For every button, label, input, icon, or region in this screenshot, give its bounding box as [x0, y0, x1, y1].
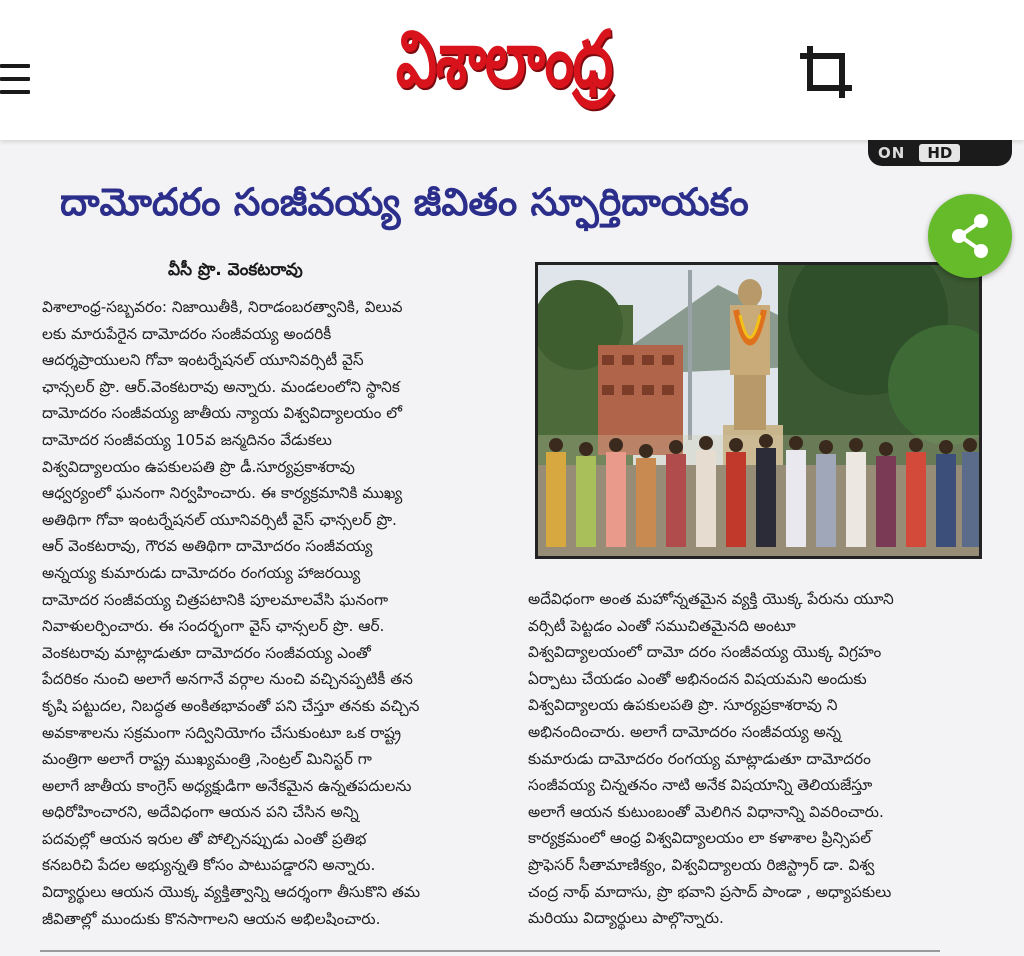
- share-icon: [928, 194, 1012, 278]
- logo-text: విశాలాంధ్ర: [396, 14, 612, 105]
- article-line: విశ్వవిద్యాలయంలో దామో దరం సంజీవయ్య యొక్క విగ్రహం: [528, 643, 882, 662]
- article-line: పేదరికం నుంచి అలాగే అనగానే వర్గాల నుంచి వచ్చినప్పటికీ తన: [42, 670, 413, 689]
- article-photo: [535, 262, 982, 559]
- article-line: ప్రొఫెసర్ సీతామాణిక్యం, విశ్వవిద్యాలయ రిజిస్ట్రార్ డా. విశ్వ: [528, 855, 875, 874]
- article-column-right: [528, 586, 980, 932]
- article-line: ఆధ్వర్యంలో ఘనంగా నిర్వహించారు. ఈ కార్యక్రమానికి ముఖ్య: [42, 484, 403, 503]
- article-line: ఛాన్సలర్ ప్రొ. ఆర్.వెంకటరావు అన్నారు. మండలంలోని స్థానిక: [42, 377, 400, 396]
- article-line: జీవితాల్లో ముందుకు కొనసాగాలని ఆయన అభిలషించారు.: [42, 909, 381, 928]
- article-column-left: [42, 294, 502, 932]
- article-line: అలాగే జాతీయ కాంగ్రెస్ అధ్యక్షుడిగా అనేకమైన ఉన్నతపదులను: [42, 776, 412, 795]
- article-line: మరియు విద్యార్థులు పాల్గొన్నారు.: [528, 909, 724, 928]
- article-line: కనబరిచి పేదల అభ్యున్నతి కోసం పాటుపడ్డారని అన్నారు.: [42, 856, 376, 875]
- article-line: అధిరోహించారని, అదేవిధంగా ఆయన పని చేసిన అన్ని: [42, 803, 359, 822]
- crop-icon[interactable]: [796, 42, 856, 102]
- statue-ceremony-image: [538, 265, 979, 556]
- app-header: [0, 0, 1024, 140]
- article-line: సంజీవయ్య చిన్నతనం నాటి అనేక విషయాన్ని తెలియజేస్తూ: [528, 776, 873, 795]
- article-line: అదేవిధంగా అంత మహోన్నతమైన వ్యక్తి యొక్క పేరును యూని: [528, 590, 894, 608]
- article-line: నివాళులర్పించారు. ఈ సందర్భంగా వైస్ ఛాన్సలర్ ప్రొ. ఆర్.: [42, 617, 385, 636]
- share-button[interactable]: [928, 194, 1012, 278]
- article-line: అలాగే ఆయన కుటుంబంతో మెలిగిన విధానాన్ని వివరించారు.: [528, 802, 884, 821]
- article-line: విశ్వవిద్యాలయ ఉపకులపతి ప్రొ. సూర్యప్రకాశరావు ని: [528, 696, 838, 715]
- article-line: అన్నయ్య కుమారుడు దామోదరం రంగయ్య హాజరయ్యి: [42, 563, 361, 582]
- on-hd-badge: [868, 140, 1012, 166]
- article-line: పదవుల్లో ఆయన ఇరుల తో పోల్చినప్పుడు ఎంతో ప్రతిభ: [42, 829, 367, 848]
- article-line: విశ్వవిద్యాలయం ఉపకులపతి ప్రొ డీ.సూర్యప్రకాశరావు: [42, 457, 355, 476]
- article-line: కార్యక్రమంలో ఆంధ్ర విశ్వవిద్యాలయం లా కళాశాల ప్రిన్సిపల్: [528, 829, 872, 848]
- article-line: వెంకటరావు మాట్లాడుతూ దామోదరం సంజీవయ్య ఎంతో: [42, 643, 371, 662]
- column-divider: [40, 950, 940, 952]
- article-line: లకు మారుపేరైన దామోదరం సంజీవయ్య అందరికీ: [42, 324, 332, 343]
- article-headline: దామోదరం సంజీవయ్య జీవితం స్ఫూర్తిదాయకం: [60, 180, 749, 224]
- article-line: కుమారుడు దామోదరం రంగయ్య మాట్లాడుతూ దామోదరం: [528, 749, 871, 768]
- hamburger-menu-icon[interactable]: [0, 60, 32, 98]
- article-line: దామోదరం సంజీవయ్య జాతీయ న్యాయ విశ్వవిద్యాలయం లో: [42, 404, 402, 423]
- article-line: అభినందించారు. అలాగే దామోదరం సంజీవయ్య అన్న: [528, 722, 842, 741]
- article-line: కృషి పట్టుదల, నిబద్ధత అంకితభావంతో పని చేస్తూ తనకు వచ్చిన: [42, 696, 420, 715]
- article-line: అవకాశాలను సక్రమంగా సద్వినియోగం చేసుకుంటూ ఒక రాష్ట్ర: [42, 723, 402, 742]
- article-line: మంత్రిగా అలాగే రాష్ట్ర ముఖ్యమంత్రి ,సెంట్రల్ మినిస్టర్ గా: [42, 750, 372, 769]
- article-line: ఆదర్శప్రాయులని గోవా ఇంటర్నేషనల్ యూనివర్సిటీ వైస్: [42, 351, 364, 370]
- hd-label: HD: [919, 144, 960, 162]
- article-line: చంద్ర నాథ్ మాదాసు, ప్రొ భవాని ప్రసాద్ పాండా , అధ్యాపకులు: [528, 882, 892, 901]
- article-line: దామోదర సంజీవయ్య చిత్రపటానికి పూలమాలవేసి ఘనంగా: [42, 590, 389, 609]
- article-line: ఏర్పాటు చేయడం ఎంతో అభినందన విషయమని అందుకు: [528, 669, 867, 688]
- article-line: విశాలాంధ్ర-సబ్బవరం: నిజాయితీకి, నిరాడంబరత్వానికి, విలువ: [42, 298, 403, 316]
- article-line: దామోదర సంజీవయ్య 105వ జన్మదినం వేడుకలు: [42, 430, 332, 449]
- article-line: ఆర్ వెంకటరావు, గౌరవ అతిథిగా దామోదరం సంజీవయ్య: [42, 537, 373, 556]
- article-line: వర్సిటీ పెట్టడం ఎంతో సముచితమైనది అంటూ: [528, 616, 796, 635]
- on-label: ON: [878, 144, 906, 162]
- newspaper-logo[interactable]: [288, 10, 720, 128]
- article-line: విద్యార్థులు ఆయన యొక్క వ్యక్తిత్వాన్ని ఆదర్శంగా తీసుకొని తమ: [42, 883, 421, 902]
- article-line: అతిథిగా గోవా ఇంటర్నేషనల్ యూనివర్సిటీ వైస్ ఛాన్సలర్ ప్రొ.: [42, 510, 397, 529]
- article-byline: వీసీ ప్రొ. వెంకటరావు: [168, 260, 303, 280]
